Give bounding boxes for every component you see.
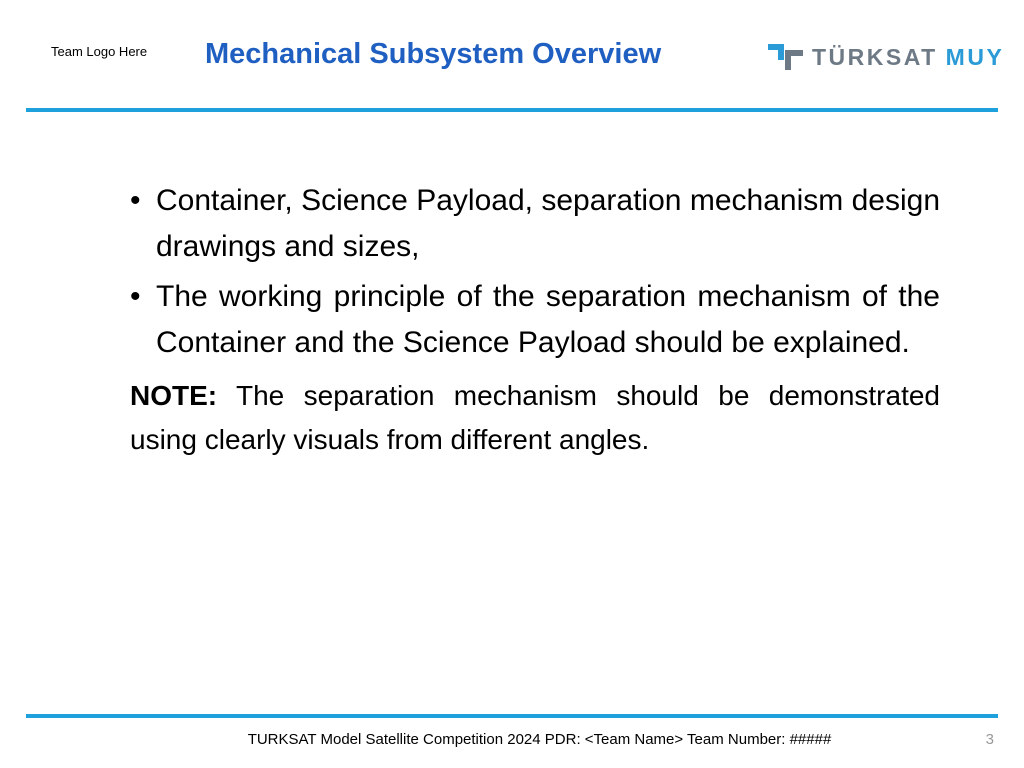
note-label: NOTE: (130, 380, 218, 411)
header-divider (26, 108, 998, 112)
bullet-list (130, 178, 940, 366)
turksat-logo-icon (768, 42, 804, 72)
footer-text: TURKSAT Model Satellite Competition 2024 PDR: <Team Name> Team Number: ##### (247, 731, 832, 748)
footer (0, 731, 1024, 748)
team-logo-placeholder: Team Logo Here (51, 44, 148, 59)
brand-wordmark (812, 43, 1005, 70)
brand-name: TÜRKSAT (812, 43, 938, 70)
brand-sub: MUY (945, 43, 1005, 70)
note-paragraph (130, 374, 940, 462)
slide-body (130, 178, 940, 462)
footer-divider (26, 714, 998, 718)
page-number: 3 (985, 731, 994, 748)
bullet-item: • Container, Science Payload, separation mechanism design drawings and sizes, (130, 178, 940, 270)
bullet-item: • The working principle of the separation mechanism of the Container and the Science Payload should be explained. (130, 274, 940, 366)
brand-logo (768, 40, 1004, 74)
note-text: The separation mechanism should be demonstrated using clearly visuals from different angles. (130, 380, 940, 455)
page-title: Mechanical Subsystem Overview (205, 38, 662, 70)
